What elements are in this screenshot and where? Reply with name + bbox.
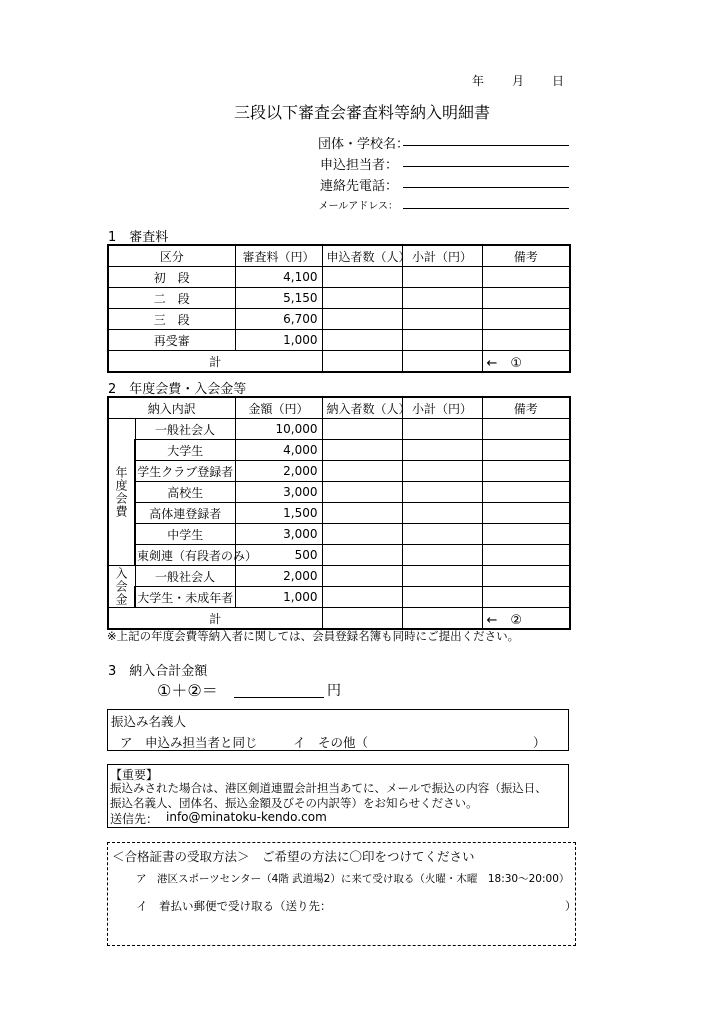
transfer-option-b-close: ） xyxy=(533,735,546,750)
subtotal-cell[interactable] xyxy=(402,309,482,330)
table-row xyxy=(108,587,570,608)
date-year: 年 xyxy=(472,74,485,88)
row-label: 二 段 xyxy=(108,288,235,309)
total-note: ← ② xyxy=(482,608,570,630)
important-line1: 振込みされた場合は、港区剣道連盟会計担当あてに、メールで振込の内容（振込日、 xyxy=(110,781,547,795)
table-row xyxy=(108,309,570,330)
applicant-count-cell[interactable] xyxy=(322,330,402,351)
header-category: 区分 xyxy=(108,245,235,267)
email-label: メールアドレス： xyxy=(318,201,398,212)
email-field[interactable] xyxy=(403,208,569,209)
notes-cell[interactable] xyxy=(482,524,570,545)
date-month: 月 xyxy=(512,74,525,88)
payer-count-cell[interactable] xyxy=(322,566,402,587)
table-row xyxy=(108,545,570,566)
notes-cell[interactable] xyxy=(482,330,570,351)
header-breakdown: 納入内訳 xyxy=(108,397,235,419)
table-row xyxy=(108,461,570,482)
subtotal-cell[interactable] xyxy=(402,503,482,524)
table-row xyxy=(108,440,570,461)
payer-count-cell[interactable] xyxy=(322,419,402,440)
certificate-option-b[interactable]: イ 着払い郵便で受け取る（送り先： xyxy=(136,899,332,913)
payer-count-cell[interactable] xyxy=(322,440,402,461)
table-row xyxy=(108,330,570,351)
row-label: 高体連登録者 xyxy=(135,503,235,524)
important-line2: 振込名義人、団体名、振込金額及びその内訳等）をお知らせください。 xyxy=(110,796,478,810)
section3-heading: 3 納入合計金額 xyxy=(108,664,208,679)
subtotal-cell[interactable] xyxy=(402,288,482,309)
total-count-cell[interactable] xyxy=(322,608,402,630)
notes-cell[interactable] xyxy=(482,566,570,587)
total-row xyxy=(108,608,570,630)
section2-footnote: ※上記の年度会費等納入者に関しては、会員登録名簿も同時にご提出ください。 xyxy=(107,629,520,643)
table-header-row xyxy=(108,397,570,419)
row-label: 三 段 xyxy=(108,309,235,330)
header-fee: 審査料（円） xyxy=(235,245,322,267)
notes-cell[interactable] xyxy=(482,503,570,524)
header-subtotal: 小計（円） xyxy=(402,397,482,419)
row-fee: 1,000 xyxy=(235,330,322,351)
total-note: ← ① xyxy=(482,351,570,373)
row-amount: 4,000 xyxy=(235,440,322,461)
row-label: 高校生 xyxy=(135,482,235,503)
total-subtotal-cell[interactable] xyxy=(402,608,482,630)
row-fee: 5,150 xyxy=(235,288,322,309)
row-amount: 3,000 xyxy=(235,524,322,545)
subtotal-cell[interactable] xyxy=(402,587,482,608)
subtotal-cell[interactable] xyxy=(402,545,482,566)
certificate-option-a[interactable]: ア 港区スポーツセンター（4階 武道場2）に来て受け取る（火曜・木曜 18:30～20:00） xyxy=(136,873,570,885)
certificate-title: ＜合格証書の受取方法＞ ご希望の方法に〇印をつけてください xyxy=(112,849,475,864)
group-annual-fee: 年度会費 xyxy=(108,419,135,566)
transfer-option-b[interactable]: イ その他（ xyxy=(293,735,369,750)
row-amount: 500 xyxy=(235,545,322,566)
section2-heading: 2 年度会費・入会金等 xyxy=(108,382,247,397)
notes-cell[interactable] xyxy=(482,309,570,330)
header-notes: 備考 xyxy=(482,397,570,419)
subtotal-cell[interactable] xyxy=(402,419,482,440)
page-title: 三段以下審査会審査料等納入明細書 xyxy=(233,103,490,122)
total-count-cell[interactable] xyxy=(322,351,402,373)
total-label: 計 xyxy=(108,608,322,630)
important-notice-box xyxy=(107,764,569,828)
transfer-option-a[interactable]: ア 申込み担当者と同じ xyxy=(120,735,258,750)
payer-count-cell[interactable] xyxy=(322,545,402,566)
grand-total-field[interactable] xyxy=(234,697,324,698)
section1-heading: 1 審査料 xyxy=(108,230,169,245)
row-label: 初 段 xyxy=(108,267,235,288)
table-row xyxy=(108,288,570,309)
row-label: 大学生 xyxy=(135,440,235,461)
table-row xyxy=(108,267,570,288)
row-amount: 2,000 xyxy=(235,566,322,587)
org-field[interactable] xyxy=(403,145,569,146)
total-unit: 円 xyxy=(327,683,341,699)
table-header-row xyxy=(108,245,570,267)
applicant-count-cell[interactable] xyxy=(322,309,402,330)
total-row xyxy=(108,351,570,373)
send-label: 送信先： xyxy=(110,812,159,826)
subtotal-cell[interactable] xyxy=(402,524,482,545)
exam-fee-table xyxy=(107,244,571,373)
notes-cell[interactable] xyxy=(482,419,570,440)
transfer-title: 振込み名義人 xyxy=(111,714,187,729)
notes-cell[interactable] xyxy=(482,461,570,482)
table-row xyxy=(108,524,570,545)
row-label: 再受審 xyxy=(108,330,235,351)
person-label: 申込担当者： xyxy=(319,158,398,173)
subtotal-cell[interactable] xyxy=(402,330,482,351)
row-amount: 3,000 xyxy=(235,482,322,503)
subtotal-cell[interactable] xyxy=(402,461,482,482)
table-row xyxy=(108,482,570,503)
total-formula: ①＋②＝ xyxy=(157,681,218,700)
org-label: 団体・学校名： xyxy=(318,137,410,152)
header-subtotal: 小計（円） xyxy=(402,245,482,267)
table-row xyxy=(108,566,570,587)
notes-cell[interactable] xyxy=(482,267,570,288)
subtotal-cell[interactable] xyxy=(402,267,482,288)
table-row xyxy=(108,503,570,524)
row-amount: 10,000 xyxy=(235,419,322,440)
certificate-pickup-box xyxy=(107,842,576,946)
transfer-name-box xyxy=(107,709,569,751)
total-subtotal-cell[interactable] xyxy=(402,351,482,373)
total-label: 計 xyxy=(108,351,322,373)
subtotal-cell[interactable] xyxy=(402,566,482,587)
payer-count-cell[interactable] xyxy=(322,461,402,482)
row-label: 中学生 xyxy=(135,524,235,545)
row-fee: 6,700 xyxy=(235,309,322,330)
payer-count-cell[interactable] xyxy=(322,503,402,524)
membership-fee-table xyxy=(107,396,571,630)
row-amount: 2,000 xyxy=(235,461,322,482)
important-title: 【重要】 xyxy=(110,768,159,782)
certificate-option-b-close: ） xyxy=(565,899,577,913)
row-label: 一般社会人 xyxy=(135,566,235,587)
applicant-count-cell[interactable] xyxy=(322,267,402,288)
notes-cell[interactable] xyxy=(482,440,570,461)
contact-email-link[interactable]: info@minatoku-kendo.com xyxy=(166,810,327,824)
row-amount: 1,500 xyxy=(235,503,322,524)
phone-field[interactable] xyxy=(403,187,569,188)
subtotal-cell[interactable] xyxy=(402,440,482,461)
header-applicants: 申込者数（人） xyxy=(322,245,402,267)
date-day: 日 xyxy=(552,74,565,88)
notes-cell[interactable] xyxy=(482,288,570,309)
table-row xyxy=(108,419,570,440)
applicant-count-cell[interactable] xyxy=(322,288,402,309)
notes-cell[interactable] xyxy=(482,545,570,566)
payer-count-cell[interactable] xyxy=(322,587,402,608)
header-amount: 金額（円） xyxy=(235,397,322,419)
person-field[interactable] xyxy=(403,166,569,167)
row-fee: 4,100 xyxy=(235,267,322,288)
row-label: 学生クラブ登録者 xyxy=(135,461,235,482)
header-payers: 納入者数（人） xyxy=(322,397,402,419)
phone-label: 連絡先電話： xyxy=(319,179,398,194)
row-label: 一般社会人 xyxy=(135,419,235,440)
notes-cell[interactable] xyxy=(482,482,570,503)
header-notes: 備考 xyxy=(482,245,570,267)
payer-count-cell[interactable] xyxy=(322,524,402,545)
payer-count-cell[interactable] xyxy=(322,482,402,503)
row-label: 東剣連（有段者のみ） xyxy=(135,545,235,566)
subtotal-cell[interactable] xyxy=(402,482,482,503)
row-label: 大学生・未成年者 xyxy=(135,587,235,608)
row-amount: 1,000 xyxy=(235,587,322,608)
group-entry-fee: 入会金 xyxy=(108,566,135,608)
notes-cell[interactable] xyxy=(482,587,570,608)
